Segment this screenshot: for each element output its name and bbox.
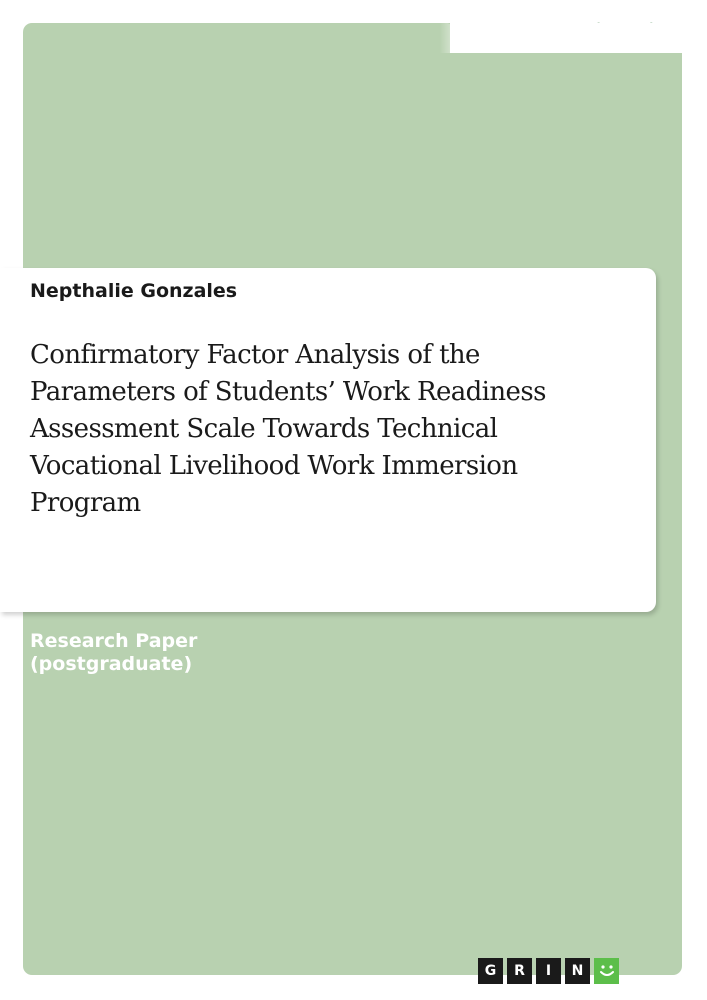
grin-letter-g: G [478, 958, 503, 984]
paper-type-line2: (postgraduate) [30, 653, 193, 675]
title-line: Assessment Scale Towards Technical [30, 414, 498, 444]
smile-icon [594, 958, 619, 984]
title-line: Parameters of Students’ Work Readiness [30, 377, 546, 407]
cover-tab-notch [450, 23, 690, 53]
title-line: Confirmatory Factor Analysis of the [30, 340, 480, 370]
grin-letter-i: I [536, 958, 561, 984]
grin-logo [478, 958, 619, 984]
paper-type-line1: Research Paper [30, 630, 198, 652]
title-line: Vocational Livelihood Work Immersion [30, 451, 518, 481]
paper-type [30, 630, 197, 676]
author-name: Nepthalie Gonzales [30, 280, 238, 302]
grin-letter-n: N [565, 958, 590, 984]
title-line: Program [30, 488, 141, 518]
grin-letter-r: R [507, 958, 532, 984]
book-title [30, 337, 630, 522]
